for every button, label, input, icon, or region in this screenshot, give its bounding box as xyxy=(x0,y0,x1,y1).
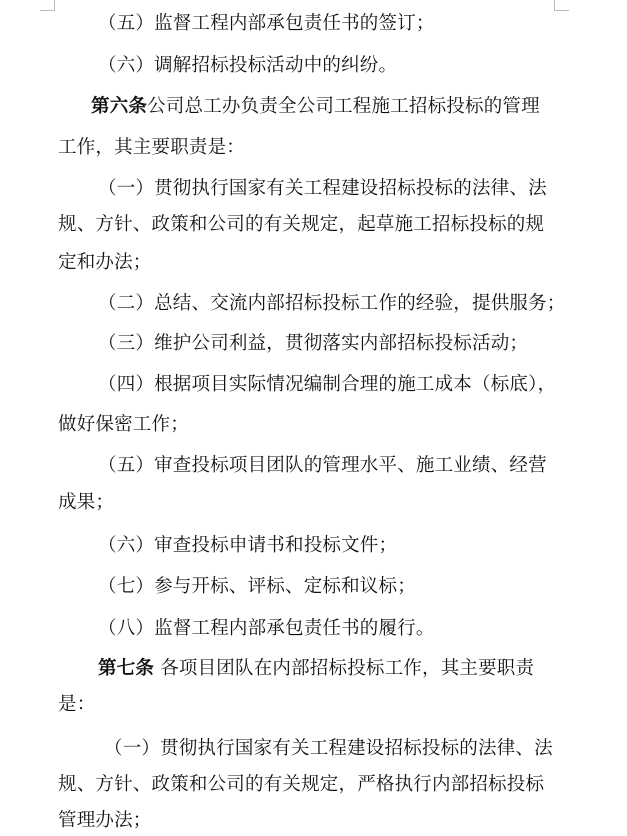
article-7-continuation: 是： xyxy=(58,694,96,715)
article-6-continuation: 工作，其主要职责是： xyxy=(58,137,246,158)
article-6-number: 第六条 xyxy=(91,96,148,117)
article-6-item-1-line-1: （一）贯彻执行国家有关工程建设招标投标的法律、法 xyxy=(98,178,547,199)
article-7-item-1-line-1: （一）贯彻执行国家有关工程建设招标投标的法律、法 xyxy=(104,738,553,759)
article-6-item-6: （六）审查投标申请书和投标文件； xyxy=(98,535,398,556)
article-7-number: 第七条 xyxy=(98,658,155,679)
article-6-item-4-line-1: （四）根据项目实际情况编制合理的施工成本（标底）， xyxy=(98,374,557,395)
article-7-heading xyxy=(98,656,534,682)
article-6-item-1-line-2: 规、方针、政策和公司的有关规定，起草施工招标投标的规 xyxy=(58,214,545,235)
article-6-item-8: （八）监督工程内部承包责任书的履行。 xyxy=(98,618,435,639)
article-7-text: 各项目团队在内部招标投标工作，其主要职责 xyxy=(154,658,535,679)
article-6-heading xyxy=(91,94,540,120)
article-6-item-7: （七）参与开标、评标、定标和议标； xyxy=(98,576,416,597)
margin-corner-mark-left xyxy=(40,0,55,11)
article-6-item-5-line-2: 成果； xyxy=(58,492,115,513)
article-6-item-5-line-1: （五）审查投标项目团队的管理水平、施工业绩、经营 xyxy=(98,455,547,476)
article-7-item-1-line-2: 规、方针、政策和公司的有关规定，严格执行内部招标投标 xyxy=(58,774,545,795)
clause-5-signing: （五）监督工程内部承包责任书的签订； xyxy=(98,13,435,34)
article-6-item-2: （二）总结、交流内部招标投标工作的经验，提供服务； xyxy=(98,293,566,314)
article-7-item-1-line-3: 管理办法； xyxy=(58,810,152,831)
article-6-text: 公司总工办负责全公司工程施工招标投标的管理 xyxy=(147,96,540,117)
article-6-item-4-line-2: 做好保密工作； xyxy=(58,414,189,435)
margin-corner-mark-right xyxy=(554,0,569,11)
clause-6-dispute: （六）调解招标投标活动中的纠纷。 xyxy=(98,55,398,76)
article-6-item-3: （三）维护公司利益，贯彻落实内部招标投标活动； xyxy=(98,333,529,354)
article-6-item-1-line-3: 定和办法； xyxy=(58,252,152,273)
